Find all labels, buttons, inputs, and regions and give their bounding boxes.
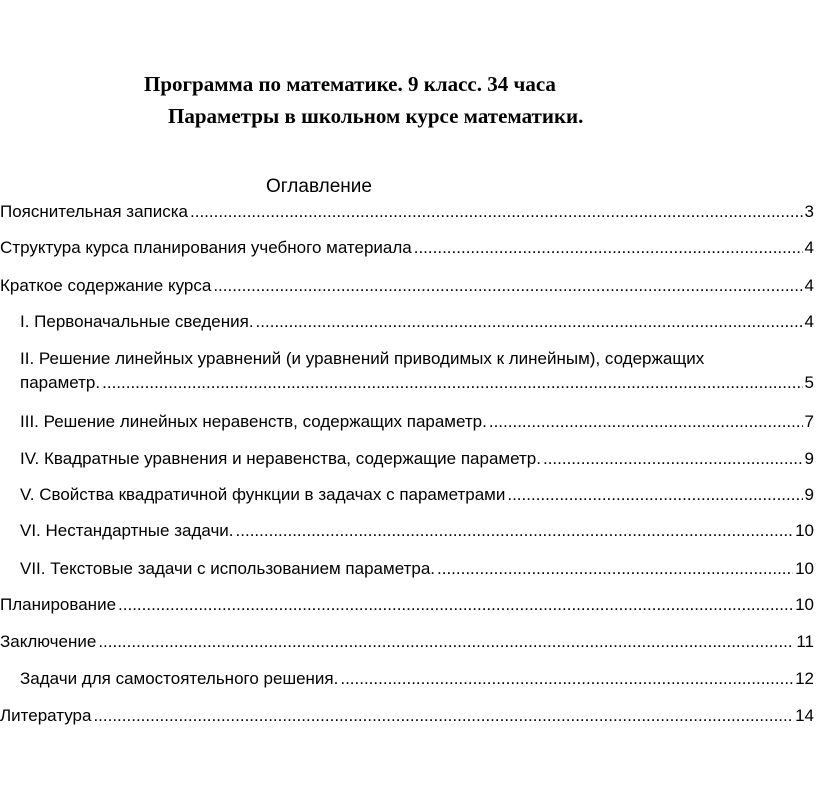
toc-entry-title-line2: параметр. bbox=[20, 373, 101, 392]
toc-entry[interactable] bbox=[0, 593, 814, 617]
toc-entry[interactable] bbox=[0, 667, 814, 691]
document-subtitle: Параметры в школьном курсе математики. bbox=[168, 104, 584, 128]
toc-entry-page: 7 bbox=[804, 412, 814, 431]
toc-entry-title: Заключение bbox=[0, 632, 97, 651]
toc-entry[interactable] bbox=[0, 557, 814, 581]
document-title: Программа по математике. 9 класс. 34 часа bbox=[144, 72, 556, 96]
toc-leader bbox=[118, 593, 793, 617]
toc-entry[interactable] bbox=[0, 519, 814, 543]
toc-entry-title-line1: II. Решение линейных уравнений (и уравнений приводимых к линейным), содержащих bbox=[20, 349, 705, 368]
toc-leader bbox=[437, 557, 793, 581]
toc-entry-title: Планирование bbox=[0, 595, 117, 614]
toc-entry-page: 12 bbox=[795, 669, 814, 688]
toc-leader bbox=[543, 447, 803, 471]
toc-entry-page: 9 bbox=[804, 449, 814, 468]
toc-entry[interactable] bbox=[0, 704, 814, 728]
toc-entry-title: VII. Текстовые задачи с использованием параметра. bbox=[20, 559, 435, 578]
toc-entry[interactable] bbox=[0, 447, 814, 471]
toc-entry[interactable] bbox=[0, 236, 814, 260]
toc-leader bbox=[414, 236, 803, 260]
toc-entry-page: 4 bbox=[804, 238, 814, 257]
toc-leader bbox=[340, 667, 793, 691]
toc-entry[interactable] bbox=[0, 483, 814, 507]
toc-leader bbox=[190, 200, 803, 224]
toc-leader bbox=[507, 483, 802, 507]
toc-entry-page: 10 bbox=[795, 595, 814, 614]
toc-entry-page: 9 bbox=[804, 485, 814, 504]
toc-entry-page: 4 bbox=[804, 276, 814, 295]
toc-entry-title: V. Свойства квадратичной функции в задачах с параметрами bbox=[20, 485, 506, 504]
toc-leader bbox=[256, 310, 803, 334]
toc-leader bbox=[489, 410, 803, 434]
toc-entry-page: 3 bbox=[804, 202, 814, 221]
toc-entry[interactable] bbox=[0, 410, 814, 434]
toc-entry[interactable] bbox=[0, 200, 814, 224]
toc-entry-title: Пояснительная записка bbox=[0, 202, 189, 221]
toc-entry-page: 10 bbox=[795, 559, 814, 578]
toc-entry-title: Литература bbox=[0, 706, 92, 725]
toc-entry-title: Задачи для самостоятельного решения. bbox=[20, 669, 339, 688]
toc-entry-title: Краткое содержание курса bbox=[0, 276, 212, 295]
toc-entry[interactable] bbox=[0, 310, 814, 334]
toc-leader bbox=[98, 630, 794, 654]
toc-entry-title: III. Решение линейных неравенств, содержащих параметр. bbox=[20, 412, 487, 431]
toc-entry-page: 4 bbox=[804, 312, 814, 331]
toc-entry[interactable] bbox=[0, 274, 814, 298]
toc-leader bbox=[236, 519, 794, 543]
toc-entry-title: Структура курса планирования учебного материала bbox=[0, 238, 412, 257]
toc-heading: Оглавление bbox=[266, 176, 372, 197]
toc-entry-page: 14 bbox=[795, 706, 814, 725]
toc-entry-title: VI. Нестандартные задачи. bbox=[20, 521, 234, 540]
toc-entry-page: 11 bbox=[796, 632, 814, 651]
toc-entry[interactable] bbox=[0, 347, 814, 395]
toc-leader bbox=[93, 704, 793, 728]
toc-entry-page: 5 bbox=[804, 373, 814, 392]
toc-leader bbox=[102, 371, 802, 395]
toc-entry-title: IV. Квадратные уравнения и неравенства, содержащие параметр. bbox=[20, 449, 541, 468]
toc-entry-page: 10 bbox=[795, 521, 814, 540]
toc-leader bbox=[213, 274, 802, 298]
toc-entry[interactable] bbox=[0, 630, 814, 654]
toc-entry-title: I. Первоначальные сведения. bbox=[20, 312, 254, 331]
